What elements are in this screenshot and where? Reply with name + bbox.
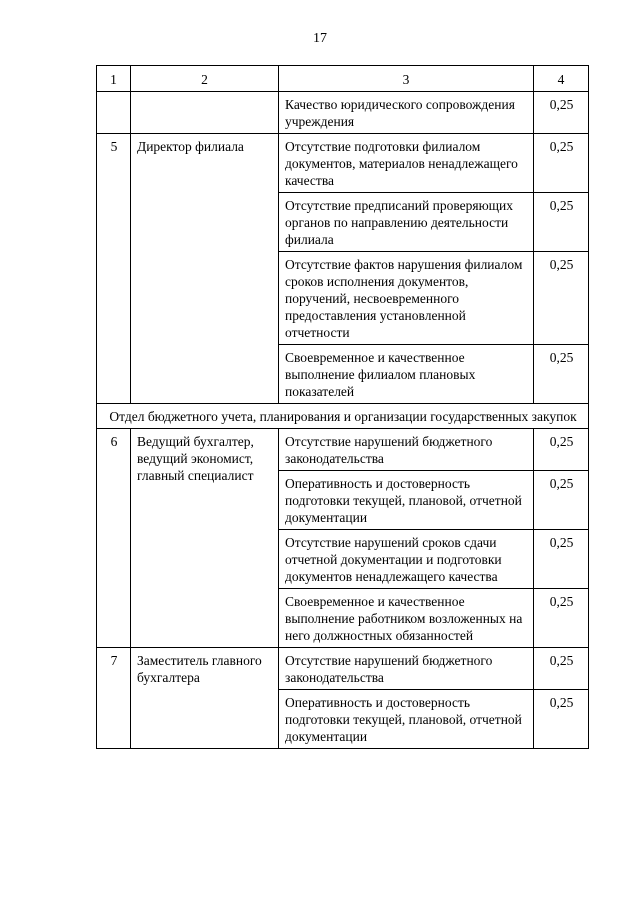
row-number: 7: [97, 648, 131, 749]
value-cell: 0,25: [534, 690, 589, 749]
value-cell: 0,25: [534, 193, 589, 252]
criterion-cell: Качество юридического сопровождения учреждения: [279, 92, 534, 134]
criterion-cell: Оперативность и достоверность подготовки текущей, плановой, отчетной документации: [279, 690, 534, 749]
table-row: [97, 429, 589, 471]
row-number: 5: [97, 134, 131, 404]
value-cell: 0,25: [534, 589, 589, 648]
row-number: 6: [97, 429, 131, 648]
value-cell: 0,25: [534, 134, 589, 193]
position-cell: [131, 92, 279, 134]
row-number: [97, 92, 131, 134]
header-cell: 1: [97, 66, 131, 92]
value-cell: 0,25: [534, 429, 589, 471]
section-title: Отдел бюджетного учета, планирования и организации государственных закупок: [97, 404, 589, 429]
value-cell: 0,25: [534, 530, 589, 589]
value-cell: 0,25: [534, 252, 589, 345]
section-row: [97, 404, 589, 429]
criterion-cell: Оперативность и достоверность подготовки текущей, плановой, отчетной документации: [279, 471, 534, 530]
criterion-cell: Отсутствие нарушений бюджетного законодательства: [279, 648, 534, 690]
table-row: [97, 134, 589, 193]
position-cell: Заместитель главного бухгалтера: [131, 648, 279, 749]
position-cell: Директор филиала: [131, 134, 279, 404]
table-row: [97, 648, 589, 690]
criterion-cell: Своевременное и качественное выполнение работником возложенных на него должностных обязанностей: [279, 589, 534, 648]
criterion-cell: Отсутствие подготовки филиалом документов, материалов ненадлежащего качества: [279, 134, 534, 193]
value-cell: 0,25: [534, 92, 589, 134]
position-cell: Ведущий бухгалтер, ведущий экономист, главный специалист: [131, 429, 279, 648]
page-number: 17: [313, 31, 327, 46]
table-row: [97, 92, 589, 134]
criterion-cell: Отсутствие предписаний проверяющих органов по направлению деятельности филиала: [279, 193, 534, 252]
criterion-cell: Отсутствие нарушений бюджетного законодательства: [279, 429, 534, 471]
criterion-cell: Своевременное и качественное выполнение филиалом плановых показателей: [279, 345, 534, 404]
criteria-table: [96, 65, 589, 749]
criterion-cell: Отсутствие фактов нарушения филиалом сроков исполнения документов, поручений, несвоевременного предоставления установленной отчетности: [279, 252, 534, 345]
header-cell: 2: [131, 66, 279, 92]
value-cell: 0,25: [534, 471, 589, 530]
header-cell: 4: [534, 66, 589, 92]
criterion-cell: Отсутствие нарушений сроков сдачи отчетной документации и подготовки документов ненадлежащего качества: [279, 530, 534, 589]
value-cell: 0,25: [534, 345, 589, 404]
header-cell: 3: [279, 66, 534, 92]
value-cell: 0,25: [534, 648, 589, 690]
table-header-row: [97, 66, 589, 92]
